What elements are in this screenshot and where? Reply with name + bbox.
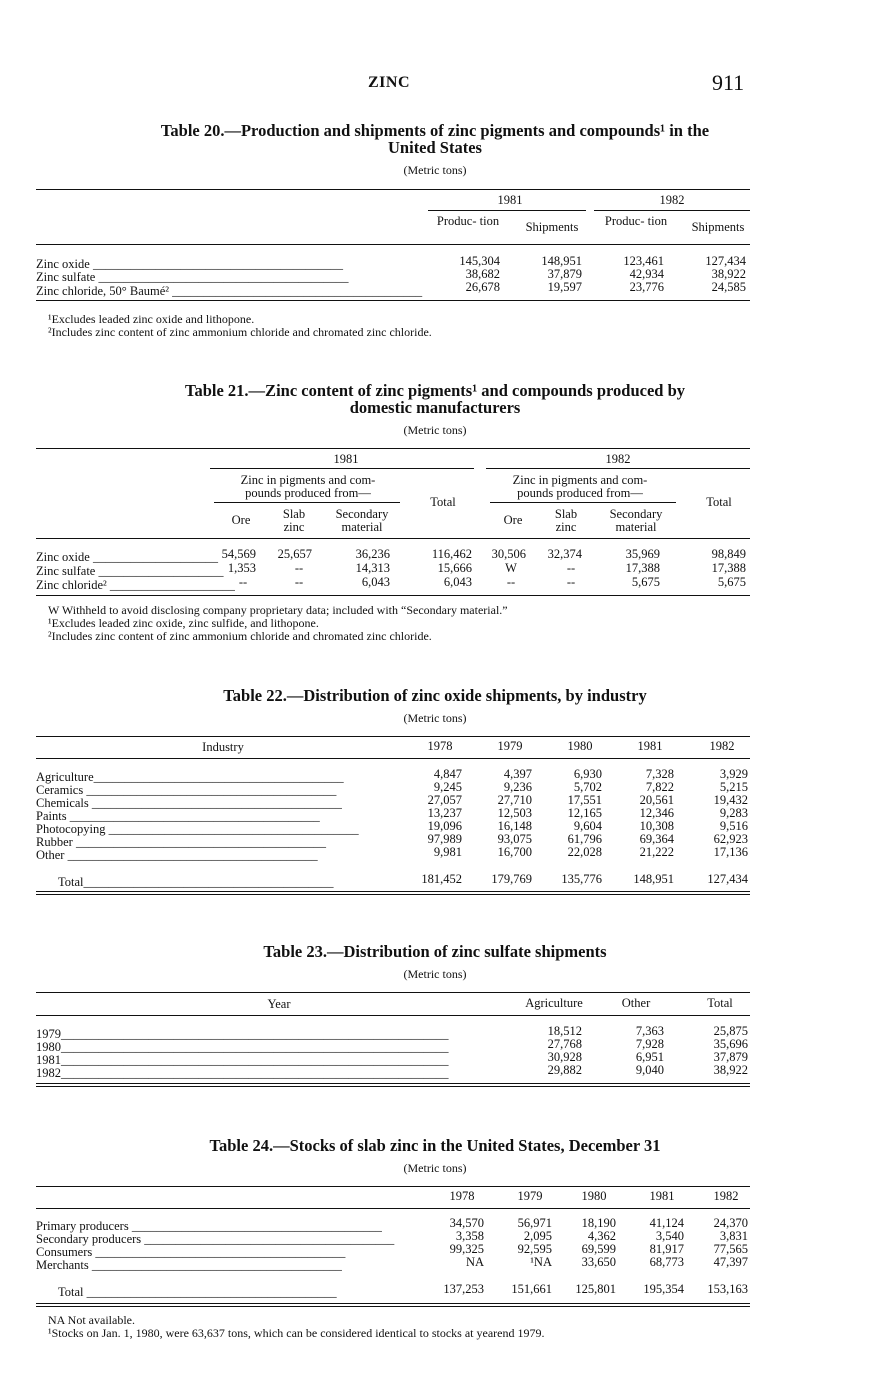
t24-cell: ¹NA (530, 1255, 552, 1269)
t24-cell: 3,831 (719, 1229, 748, 1243)
t22-total-cell: 148,951 (633, 872, 674, 886)
table-20-title (0, 122, 870, 156)
t24-cell: 92,595 (517, 1242, 552, 1256)
t22-cell: 20,561 (639, 793, 674, 807)
t22-cell: 5,215 (719, 780, 748, 794)
t22-cell: 19,096 (427, 819, 462, 833)
t24-total-cell: 153,163 (707, 1282, 748, 1296)
t22-cell: 12,346 (639, 806, 674, 820)
t20-col-shipments-1981: Shipments (525, 220, 579, 234)
t22-total-cell: 127,434 (707, 872, 748, 886)
t21-col-secondary-1981: Secondary material (335, 507, 389, 534)
t23-cell: 25,875 (713, 1024, 748, 1038)
t21-footnote: W Withheld to avoid disclosing company proprietary data; included with “Secondary material.” (48, 603, 508, 617)
table-20-title-line2: United States (388, 138, 482, 157)
table-20-units: (Metric tons) (403, 163, 467, 177)
t22-col-year: 1981 (637, 739, 663, 753)
table-20-title-line1: Table 20.—Production and shipments of zinc pigments and compounds¹ in the (160, 121, 710, 140)
t20-footnote: ¹Excludes leaded zinc oxide and lithopone. (48, 312, 255, 326)
t22-col-industry: Industry (202, 740, 244, 754)
t22-row-label: Photocopying ________________________________________ (36, 822, 359, 836)
t23-cell: 37,879 (713, 1050, 748, 1064)
t21-cell: W (505, 561, 517, 575)
t23-cell: 38,922 (713, 1063, 748, 1077)
t24-cell: 34,570 (449, 1216, 484, 1230)
t21-footnote: ¹Excludes leaded zinc oxide, zinc sulfide, and lithopone. (48, 616, 319, 630)
t22-cell: 16,700 (497, 845, 532, 859)
t20-footnote: ²Includes zinc content of zinc ammonium chloride and chromated zinc chloride. (48, 325, 432, 339)
t22-cell: 12,503 (497, 806, 532, 820)
t20-cell: 26,678 (465, 280, 500, 294)
rule (36, 189, 750, 190)
t21-group-header-1981: Zinc in pigments and com- pounds produced from— (240, 473, 376, 500)
t21-cell: 30,506 (491, 547, 526, 561)
t21-cell: -- (506, 575, 516, 589)
t21-cell: 15,666 (437, 561, 472, 575)
t22-cell: 93,075 (497, 832, 532, 846)
t23-col-year: Year (267, 997, 291, 1011)
t21-cell: 17,388 (711, 561, 746, 575)
t24-row-label: Primary producers ________________________________________ (36, 1219, 382, 1233)
table-22-title: Table 22.—Distribution of zinc oxide shipments, by industry (223, 686, 647, 705)
t21-cell: 54,569 (221, 547, 256, 561)
t24-col-year: 1982 (713, 1189, 739, 1203)
t22-cell: 4,397 (503, 767, 532, 781)
t22-cell: 9,516 (719, 819, 748, 833)
t21-cell: 32,374 (547, 547, 582, 561)
t22-col-year: 1980 (567, 739, 593, 753)
t24-total-cell: 137,253 (443, 1282, 484, 1296)
rule (36, 1303, 750, 1307)
t24-col-year: 1981 (649, 1189, 675, 1203)
t22-total-cell: 179,769 (491, 872, 532, 886)
t20-cell: 148,951 (541, 254, 582, 268)
t22-col-year: 1978 (427, 739, 453, 753)
t23-cell: 29,882 (547, 1063, 582, 1077)
t22-cell: 69,364 (639, 832, 674, 846)
rule (36, 992, 750, 993)
t24-col-year: 1980 (581, 1189, 607, 1203)
t21-cell: 14,313 (355, 561, 390, 575)
t22-cell: 27,710 (497, 793, 532, 807)
rule (36, 300, 750, 301)
rule (36, 758, 750, 759)
t24-total-label: Total ________________________________________ (58, 1285, 337, 1299)
t21-cell: -- (294, 561, 304, 575)
t21-cell: 6,043 (443, 575, 472, 589)
table-23-title: Table 23.—Distribution of zinc sulfate shipments (263, 942, 607, 961)
t20-cell: 127,434 (705, 254, 746, 268)
t20-cell: 23,776 (629, 280, 664, 294)
t24-cell: 81,917 (649, 1242, 684, 1256)
t24-cell: 68,773 (649, 1255, 684, 1269)
t24-cell: 99,325 (449, 1242, 484, 1256)
t22-cell: 62,923 (713, 832, 748, 846)
rule (428, 210, 586, 211)
t20-row-label: Zinc oxide ________________________________________ (36, 257, 343, 271)
t22-cell: 19,432 (713, 793, 748, 807)
t24-cell: 77,565 (713, 1242, 748, 1256)
t24-cell: 47,397 (713, 1255, 748, 1269)
t21-row-label: Zinc chloride² ____________________ (36, 578, 235, 592)
t22-total-cell: 181,452 (421, 872, 462, 886)
t21-cell: 5,675 (631, 575, 660, 589)
table-21-title-line2: domestic manufacturers (349, 398, 521, 417)
t21-cell: 1,353 (227, 561, 256, 575)
t21-col-total-1982: Total (706, 495, 732, 509)
t24-cell: 33,650 (581, 1255, 616, 1269)
t21-cell: 25,657 (277, 547, 312, 561)
table-24-units: (Metric tons) (403, 1161, 467, 1175)
t24-col-year: 1978 (449, 1189, 475, 1203)
t23-cell: 6,951 (635, 1050, 664, 1064)
t21-cell: 6,043 (361, 575, 390, 589)
t21-cell: 36,236 (355, 547, 390, 561)
t22-cell: 9,283 (719, 806, 748, 820)
t20-cell: 123,461 (623, 254, 664, 268)
t23-col-other: Other (621, 996, 651, 1010)
t21-cell: -- (238, 575, 248, 589)
t22-cell: 3,929 (719, 767, 748, 781)
t21-cell: -- (294, 575, 304, 589)
t21-footnote: ²Includes zinc content of zinc ammonium chloride and chromated zinc chloride. (48, 629, 432, 643)
t20-col-shipments-1982: Shipments (691, 220, 745, 234)
rule (36, 448, 750, 449)
t22-cell: 6,930 (573, 767, 602, 781)
t22-col-year: 1979 (497, 739, 523, 753)
t22-cell: 4,847 (433, 767, 462, 781)
t21-col-slab-1981: Slab zinc (282, 507, 306, 534)
rule (36, 1186, 750, 1187)
t21-col-slab-1982: Slab zinc (554, 507, 578, 534)
t22-cell: 10,308 (639, 819, 674, 833)
t21-group-header-1982: Zinc in pigments and com- pounds produced from— (512, 473, 648, 500)
rule (490, 502, 676, 503)
table-22-units: (Metric tons) (403, 711, 467, 725)
rule (36, 595, 750, 596)
t24-cell: 4,362 (587, 1229, 616, 1243)
t22-row-label: Chemicals ________________________________________ (36, 796, 342, 810)
t22-cell: 12,165 (567, 806, 602, 820)
t22-cell: 21,222 (639, 845, 674, 859)
t24-cell: 3,358 (455, 1229, 484, 1243)
t23-row-label: 1981______________________________________________________________ (36, 1053, 449, 1067)
t20-cell: 19,597 (547, 280, 582, 294)
t23-cell: 30,928 (547, 1050, 582, 1064)
t23-cell: 7,363 (635, 1024, 664, 1038)
t23-cell: 27,768 (547, 1037, 582, 1051)
t20-cell: 42,934 (629, 267, 664, 281)
t24-footnote: NA Not available. (48, 1313, 135, 1327)
t22-row-label: Rubber ________________________________________ (36, 835, 326, 849)
t24-cell: 41,124 (649, 1216, 684, 1230)
t24-row-label: Consumers ________________________________________ (36, 1245, 346, 1259)
t24-total-cell: 195,354 (643, 1282, 684, 1296)
t23-col-total: Total (707, 996, 733, 1010)
t21-year-1982: 1982 (605, 452, 631, 466)
rule (36, 1208, 750, 1209)
t22-cell: 7,328 (645, 767, 674, 781)
t20-col-production-1982: Produc- tion (604, 214, 668, 228)
t21-cell: 5,675 (717, 575, 746, 589)
running-title: ZINC (368, 74, 411, 91)
table-21-units: (Metric tons) (403, 423, 467, 437)
t22-total-cell: 135,776 (561, 872, 602, 886)
t20-row-label: Zinc sulfate ________________________________________ (36, 270, 349, 284)
table-23-units: (Metric tons) (403, 967, 467, 981)
t22-cell: 9,981 (433, 845, 462, 859)
t21-col-ore-1981: Ore (231, 513, 251, 527)
t23-row-label: 1980______________________________________________________________ (36, 1040, 449, 1054)
rule (36, 736, 750, 737)
t22-cell: 61,796 (567, 832, 602, 846)
t23-col-agriculture: Agriculture (525, 996, 583, 1010)
t21-col-secondary-1982: Secondary material (609, 507, 663, 534)
t22-cell: 9,604 (573, 819, 602, 833)
t21-cell: 17,388 (625, 561, 660, 575)
rule (210, 468, 474, 469)
t22-cell: 17,551 (567, 793, 602, 807)
t22-row-label: Paints ________________________________________ (36, 809, 320, 823)
t22-cell: 17,136 (713, 845, 748, 859)
table-21-title (0, 382, 870, 416)
t24-total-cell: 151,661 (511, 1282, 552, 1296)
t22-cell: 27,057 (427, 793, 462, 807)
rule (36, 244, 750, 245)
t21-col-total-1981: Total (430, 495, 456, 509)
t23-cell: 18,512 (547, 1024, 582, 1038)
t21-cell: -- (566, 575, 576, 589)
t23-cell: 35,696 (713, 1037, 748, 1051)
rule (36, 1015, 750, 1016)
t22-col-year: 1982 (709, 739, 735, 753)
t22-cell: 7,822 (645, 780, 674, 794)
t24-cell: 2,095 (523, 1229, 552, 1243)
t21-row-label: Zinc oxide ____________________ (36, 550, 218, 564)
t20-cell: 37,879 (547, 267, 582, 281)
t24-row-label: Secondary producers ________________________________________ (36, 1232, 395, 1246)
t20-year-1982: 1982 (659, 193, 685, 207)
t21-cell: 98,849 (711, 547, 746, 561)
rule (214, 502, 400, 503)
t21-row-label: Zinc sulfate ____________________ (36, 564, 224, 578)
t24-row-label: Merchants ________________________________________ (36, 1258, 342, 1272)
t22-cell: 9,245 (433, 780, 462, 794)
t24-cell: 56,971 (517, 1216, 552, 1230)
t20-cell: 38,682 (465, 267, 500, 281)
t24-footnote: ¹Stocks on Jan. 1, 1980, were 63,637 tons, which can be considered identical to stocks at yearend 1979. (48, 1326, 545, 1340)
t24-cell: 18,190 (581, 1216, 616, 1230)
t20-cell: 145,304 (459, 254, 500, 268)
t21-col-ore-1982: Ore (503, 513, 523, 527)
t24-cell: 69,599 (581, 1242, 616, 1256)
t22-total-label: Total________________________________________ (58, 875, 334, 889)
t22-row-label: Other ________________________________________ (36, 848, 318, 862)
t20-col-production-1981: Produc- tion (436, 214, 500, 228)
t22-cell: 97,989 (427, 832, 462, 846)
t22-cell: 5,702 (573, 780, 602, 794)
t22-cell: 13,237 (427, 806, 462, 820)
rule (594, 210, 750, 211)
rule (36, 891, 750, 895)
t23-cell: 9,040 (635, 1063, 664, 1077)
t21-cell: 35,969 (625, 547, 660, 561)
page-number: 911 (712, 70, 745, 95)
t20-year-1981: 1981 (497, 193, 523, 207)
t23-cell: 7,928 (635, 1037, 664, 1051)
t24-col-year: 1979 (517, 1189, 543, 1203)
t24-cell: 24,370 (713, 1216, 748, 1230)
t22-row-label: Ceramics ________________________________________ (36, 783, 337, 797)
t21-cell: -- (566, 561, 576, 575)
t20-cell: 24,585 (711, 280, 746, 294)
table-24-title: Table 24.—Stocks of slab zinc in the United States, December 31 (209, 1136, 661, 1155)
table-21-title-line1: Table 21.—Zinc content of zinc pigments¹ and compounds produced by (184, 381, 686, 400)
t21-cell: 116,462 (431, 547, 472, 561)
rule (36, 1083, 750, 1087)
t24-cell: NA (465, 1255, 484, 1269)
t23-row-label: 1982______________________________________________________________ (36, 1066, 449, 1080)
t20-row-label: Zinc chloride, 50° Baumé² ________________________________________ (36, 284, 423, 298)
rule (486, 468, 750, 469)
t22-cell: 16,148 (497, 819, 532, 833)
t24-cell: 3,540 (655, 1229, 684, 1243)
t22-cell: 9,236 (503, 780, 532, 794)
t20-cell: 38,922 (711, 267, 746, 281)
t21-year-1981: 1981 (333, 452, 359, 466)
t24-total-cell: 125,801 (575, 1282, 616, 1296)
t22-row-label: Agriculture________________________________________ (36, 770, 344, 784)
t22-cell: 22,028 (567, 845, 602, 859)
rule (36, 538, 750, 539)
t23-row-label: 1979______________________________________________________________ (36, 1027, 449, 1041)
